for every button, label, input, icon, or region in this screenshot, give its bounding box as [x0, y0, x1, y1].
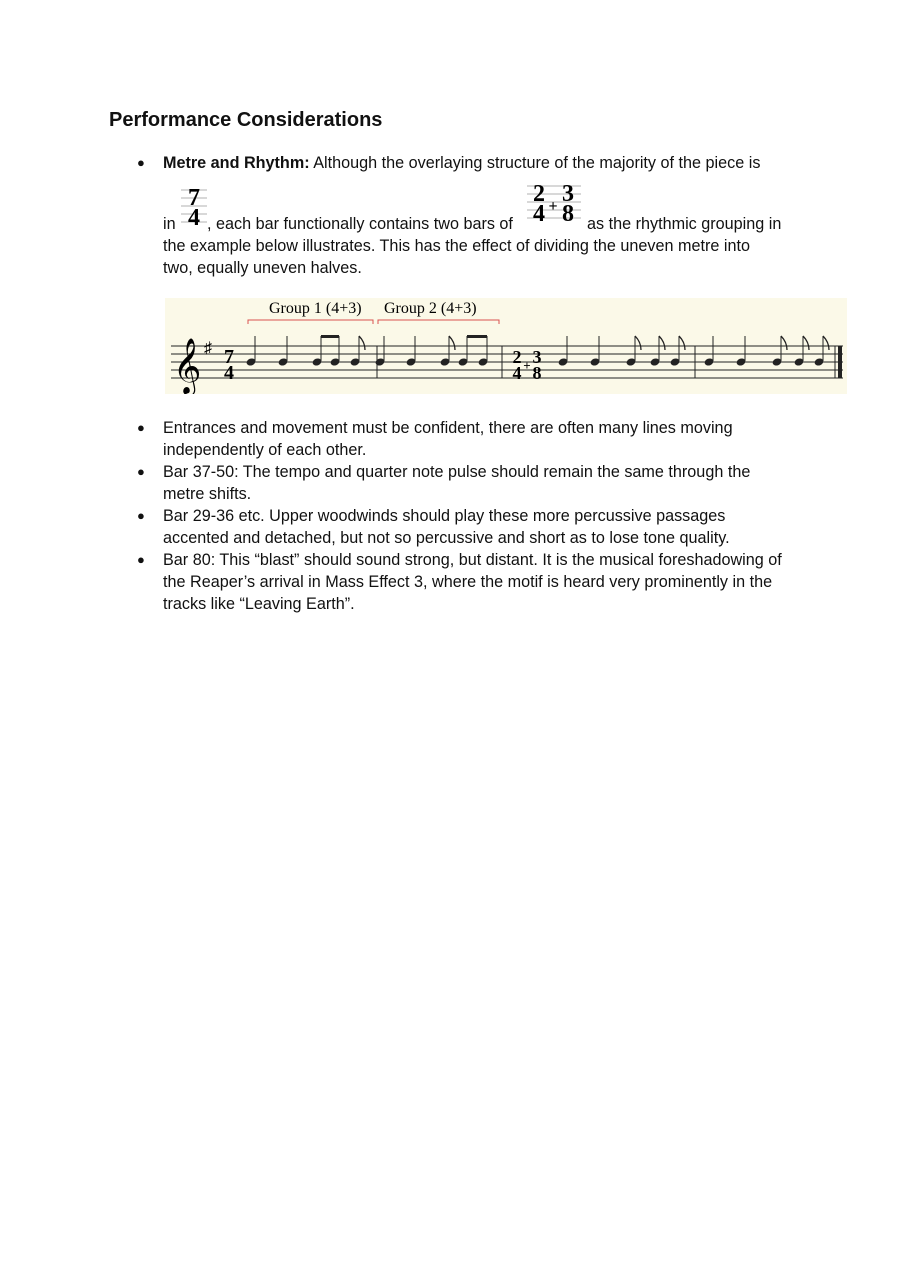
ts2-den-a: 4	[533, 201, 545, 224]
ts2-num-b: 3	[562, 181, 574, 207]
note-flag	[659, 336, 665, 350]
key-signature-sharp: ♯	[204, 340, 212, 357]
metre-line-2-mid: , each bar functionally contains two bars of	[207, 215, 513, 233]
note-flag	[803, 336, 809, 350]
metre-line-2	[163, 213, 176, 235]
bullet-marker: ●	[137, 464, 145, 479]
note-flag	[449, 336, 455, 350]
note-flag	[823, 336, 829, 350]
bullet-bar-37-50: Bar 37-50: The tempo and quarter note pulse should remain the same through the metre shifts.	[163, 463, 751, 503]
group-2-bracket	[378, 320, 499, 324]
time2-den-b: 8	[532, 363, 542, 383]
bullet-bar-80: Bar 80: This “blast” should sound strong, but distant. It is the musical foreshadowing of the Reaper’s arrival in Mass Effect 3, where the motif is heard very prominently in the tracks like “Leaving Earth”.	[163, 551, 782, 613]
metre-line-3: the example below illustrates. This has the effect of dividing the uneven metre into	[163, 237, 750, 255]
final-barline-thick	[838, 346, 842, 378]
metre-line-2-end: as the rhythmic grouping in	[587, 215, 782, 233]
note-flag	[679, 336, 685, 350]
time1-numerator: 7	[224, 346, 234, 368]
time2-plus: +	[523, 358, 531, 373]
time2-num-a: 2	[512, 347, 522, 367]
metre-line-1	[163, 152, 760, 174]
time-signature-7-4	[181, 184, 207, 228]
time2-den-a: 4	[512, 363, 522, 383]
group-1-bracket	[248, 320, 373, 324]
time-signature-2-4-plus-3-8	[527, 180, 581, 224]
ts1-numerator: 7	[188, 185, 200, 211]
section-heading: Performance Considerations	[109, 109, 383, 131]
treble-clef: 𝄞	[173, 340, 202, 393]
metre-label: Metre and Rhythm:	[163, 154, 310, 172]
metre-in: in	[163, 215, 176, 233]
bullet-bar-29-36: Bar 29-36 etc. Upper woodwinds should play these more percussive passages accented and detached, but not so percussive and short as to lose tone quality.	[163, 507, 730, 547]
note-beam	[321, 335, 339, 338]
time2-num-b: 3	[532, 347, 542, 367]
note-flag	[781, 336, 787, 350]
note-flag	[359, 336, 365, 350]
ts2-plus: +	[548, 198, 558, 215]
rhythm-example-staff	[165, 298, 847, 394]
rhythm-example-image	[165, 298, 847, 394]
group-2-label: Group 2 (4+3)	[384, 300, 477, 317]
note-flag	[635, 336, 641, 350]
bullet-marker: ●	[137, 552, 145, 567]
ts2-den-b: 8	[562, 201, 574, 224]
bullet-marker: ●	[137, 155, 145, 170]
bullet-marker: ●	[137, 420, 145, 435]
note-beam	[467, 335, 487, 338]
bullet-marker: ●	[137, 508, 145, 523]
bullet-entrances: Entrances and movement must be confident, there are often many lines moving independently of each other.	[163, 419, 733, 459]
time1-denominator: 4	[224, 362, 234, 384]
group-1-label: Group 1 (4+3)	[269, 300, 362, 317]
ts1-denominator: 4	[188, 205, 200, 228]
ts2-num-a: 2	[533, 181, 545, 207]
metre-text-1: Although the overlaying structure of the majority of the piece is	[309, 154, 761, 172]
metre-line-4: two, equally uneven halves.	[163, 259, 362, 277]
